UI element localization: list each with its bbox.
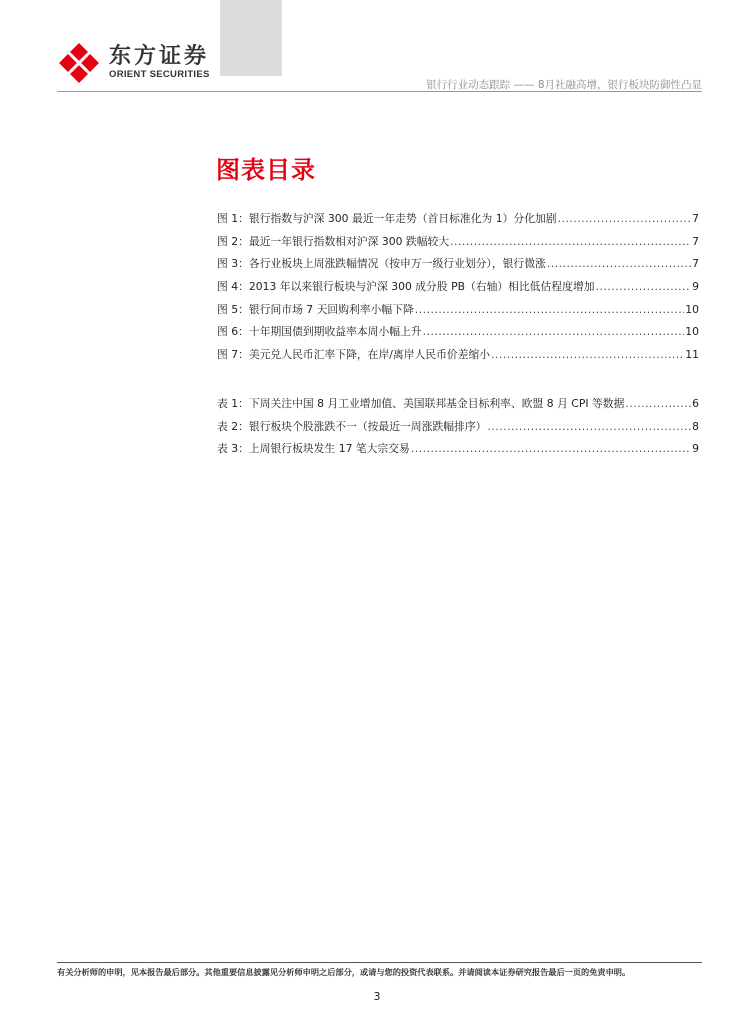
header-divider (57, 91, 702, 92)
toc-entry-page: 8 (692, 419, 699, 433)
toc-figure-entry[interactable] (217, 234, 699, 257)
toc-leader-dots (450, 235, 691, 248)
figure-list (217, 211, 699, 370)
toc-entry-label: 图 7：美元兑人民币汇率下降，在岸/离岸人民币价差缩小 (217, 348, 491, 362)
toc-entry-page: 9 (692, 442, 699, 456)
footer-disclaimer: 有关分析师的申明，见本报告最后部分。其他重要信息披露见分析师申明之后部分，或请与您的投资代表联系。并请阅读本证券研究报告最后一页的免责申明。 (57, 967, 631, 977)
toc-leader-dots (558, 212, 692, 225)
toc-entry-label: 图 5：银行间市场 7 天回购利率小幅下降 (217, 302, 414, 316)
report-subtitle: 银行行业动态跟踪 —— 8月社融高增，银行板块防御性凸显 (426, 79, 702, 91)
toc-entry-page: 10 (685, 302, 699, 316)
toc-figure-entry[interactable] (217, 347, 699, 370)
toc-entry-page: 7 (692, 212, 699, 225)
toc-entry-page: 7 (692, 234, 699, 248)
toc-leader-dots (415, 303, 684, 316)
toc-entry-page: 9 (692, 280, 699, 294)
toc-figure-entry[interactable] (217, 324, 699, 347)
toc-entry-label: 表 1：下周关注中国 8 月工业增加值、美国联邦基金目标利率、欧盟 8 月 CPI 等数据 (217, 397, 625, 410)
page-number: 3 (373, 990, 381, 1003)
toc-leader-dots (487, 420, 691, 433)
toc-figure-entry[interactable] (217, 279, 699, 302)
toc-leader-dots (596, 280, 692, 293)
header-gray-bar (220, 0, 282, 76)
toc-leader-dots (491, 348, 684, 361)
toc-entry-page: 7 (692, 257, 699, 271)
toc-leader-dots (423, 325, 685, 338)
toc-entry-page: 10 (685, 325, 699, 339)
toc-entry-label: 图 2：最近一年银行指数相对沪深 300 跌幅较大 (217, 234, 450, 248)
toc-leader-dots (411, 442, 691, 455)
company-logo (57, 40, 210, 86)
table-list (217, 396, 699, 464)
toc-table-entry[interactable] (217, 396, 699, 419)
toc-table-entry[interactable] (217, 441, 699, 464)
toc-entry-label: 表 2：银行板块个股涨跌不一（按最近一周涨跌幅排序） (217, 419, 487, 433)
toc-leader-dots (625, 397, 691, 410)
toc-title: 图表目录 (216, 156, 316, 184)
toc-entry-label: 图 1：银行指数与沪深 300 最近一年走势（首日标准化为 1）分化加剧 (217, 212, 557, 225)
toc-leader-dots (547, 257, 691, 270)
toc-entry-label: 图 4：2013 年以来银行板块与沪深 300 成分股 PB（右轴）相比低估程度增加 (217, 280, 595, 294)
toc-figure-entry[interactable] (217, 211, 699, 234)
toc-entry-label: 图 3：各行业板块上周涨跌幅情况（按申万一级行业划分），银行微涨 (217, 257, 546, 271)
logo-chinese-name: 东方证券 (109, 44, 210, 69)
toc-entry-page: 6 (692, 397, 699, 410)
logo-english-name: ORIENT SECURITIES (109, 69, 210, 80)
toc-figure-entry[interactable] (217, 302, 699, 325)
toc-table-entry[interactable] (217, 419, 699, 442)
orient-securities-logo-icon (57, 41, 101, 85)
toc-figure-entry[interactable] (217, 256, 699, 279)
toc-entry-label: 图 6：十年期国债到期收益率本周小幅上升 (217, 325, 422, 339)
toc-entry-label: 表 3：上周银行板块发生 17 笔大宗交易 (217, 442, 410, 456)
footer-divider (57, 962, 702, 963)
toc-entry-page: 11 (685, 348, 699, 362)
